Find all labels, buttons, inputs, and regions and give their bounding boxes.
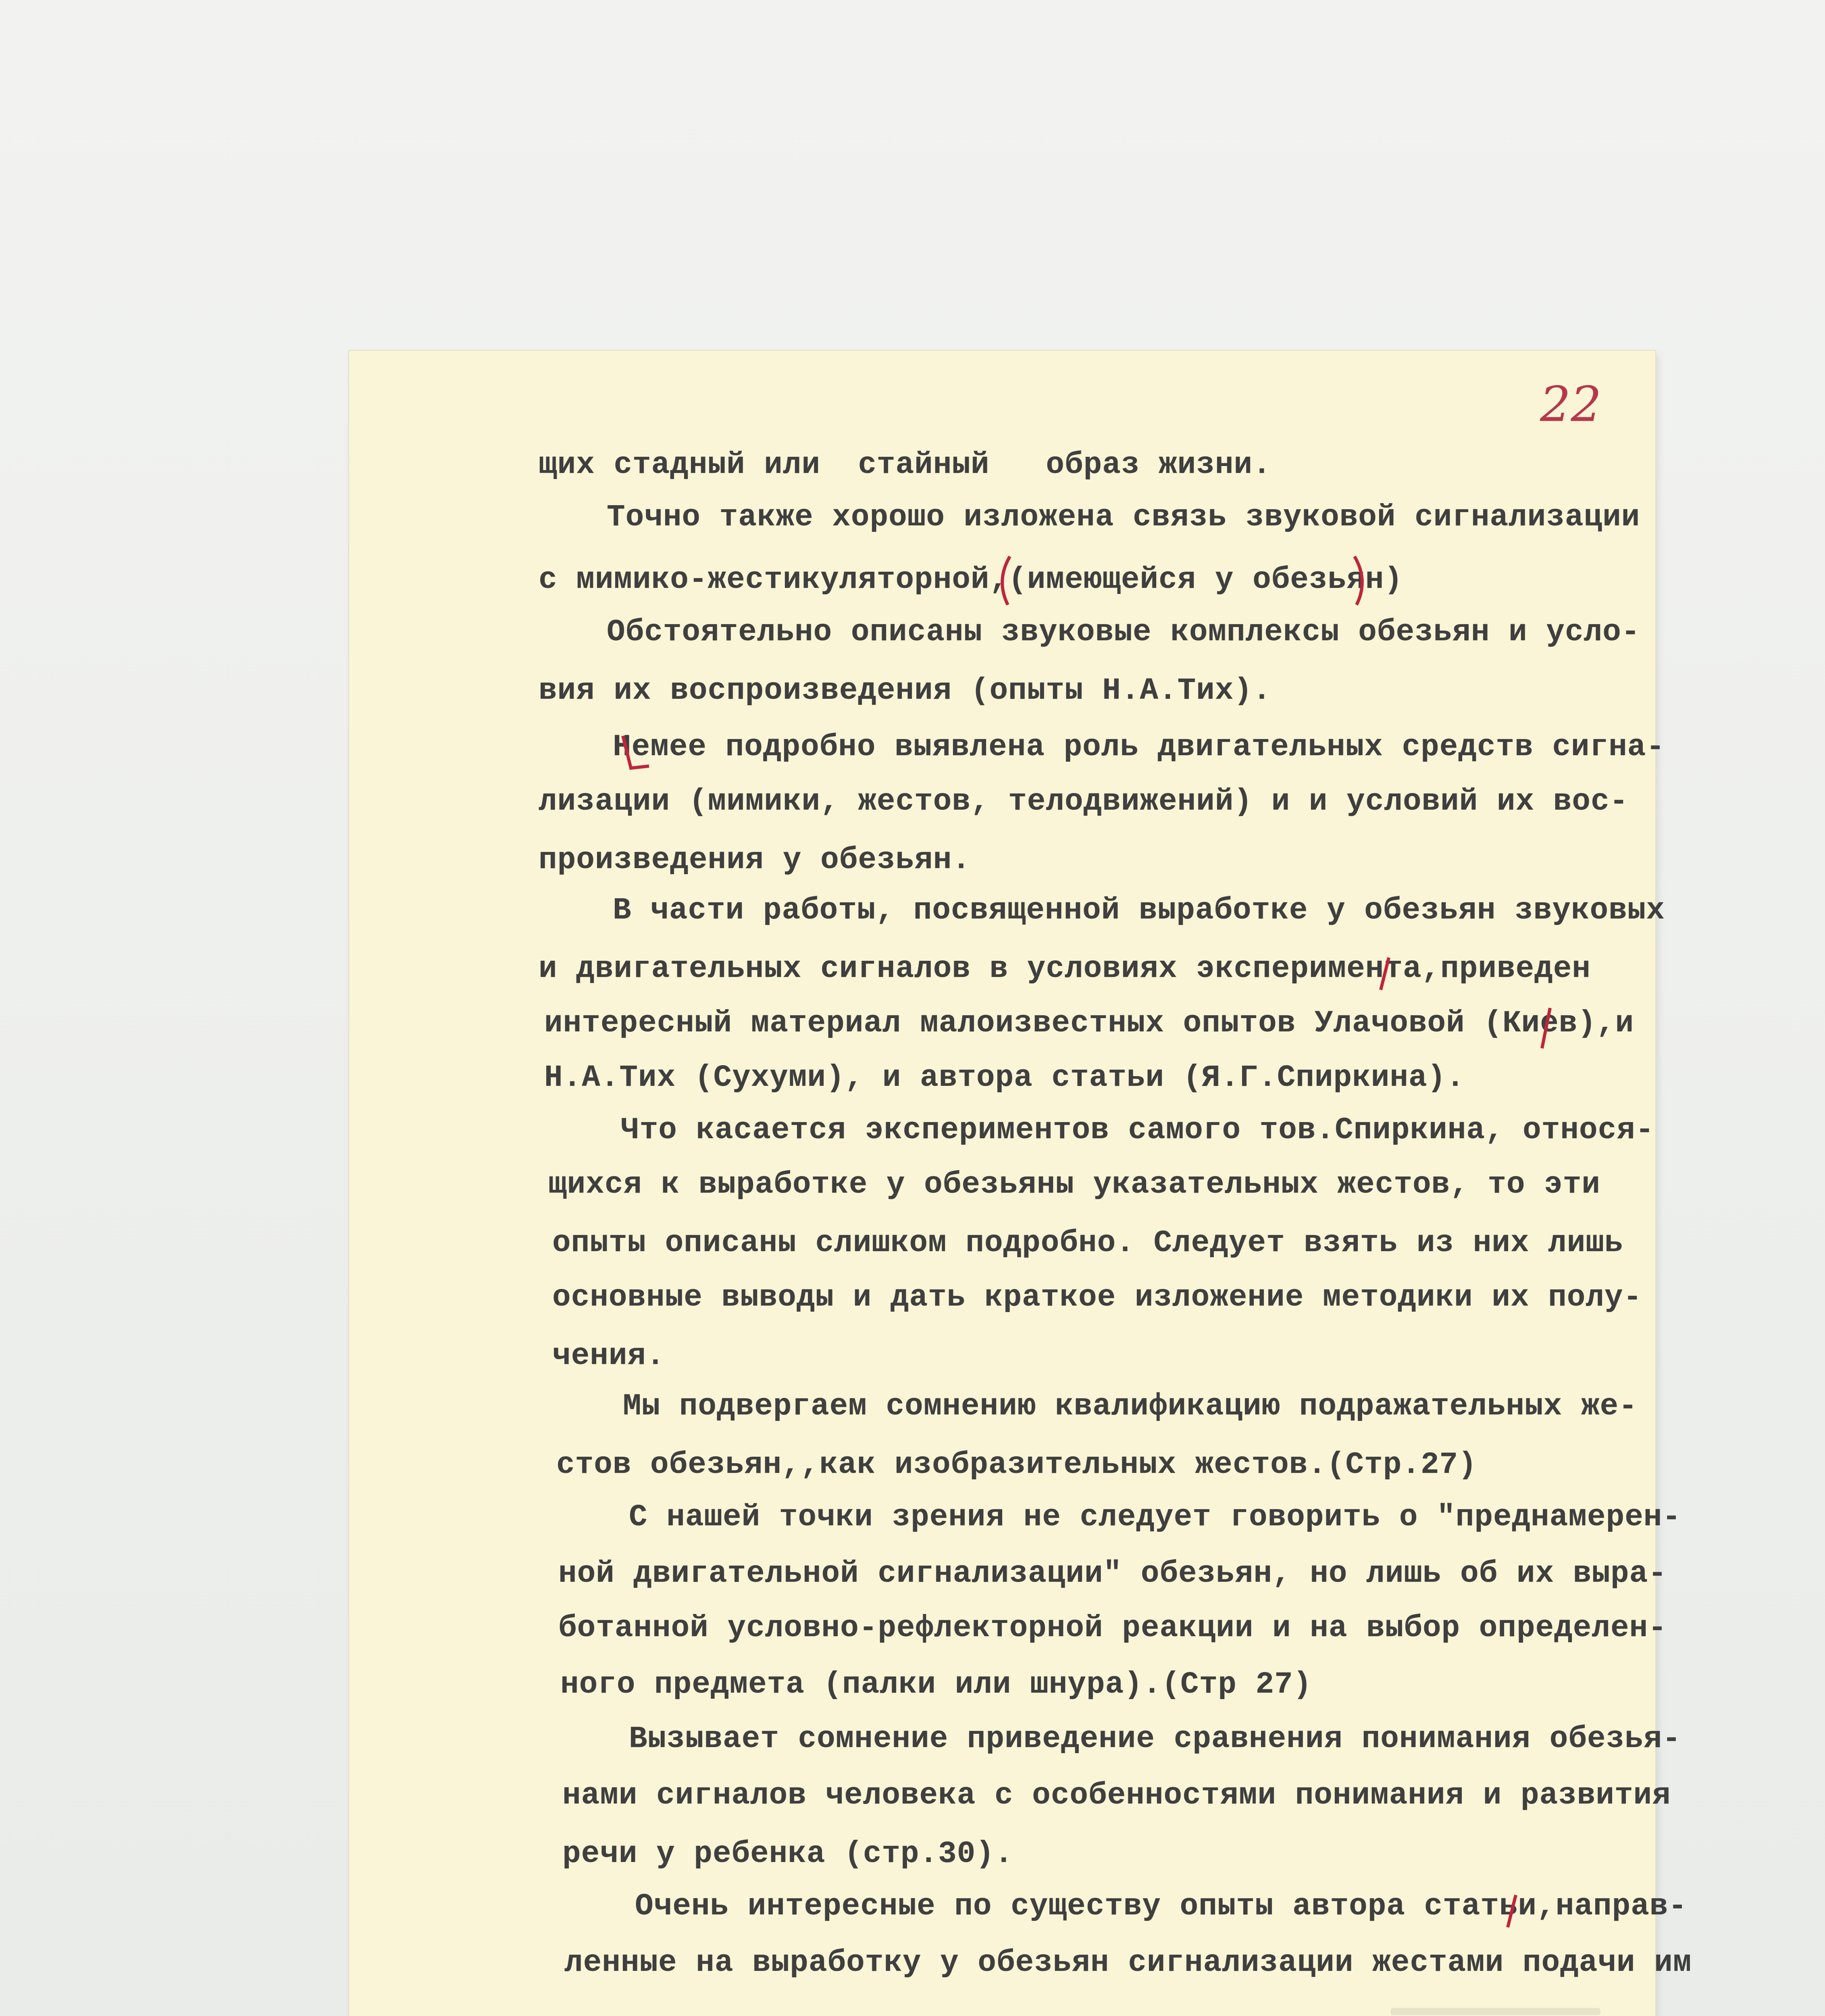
text-line-4: Обстоятельно описаны звуковые комплексы обезьян и усло- [607,615,1640,650]
text-line-14: щихся к выработке у обезьяны указательных жестов, то эти [548,1167,1601,1202]
text-line-11: интересный материал малоизвестных опытов Улачовой (Киев),и [544,1006,1634,1041]
text-line-8: произведения у обезьян. [539,843,971,877]
text-line-6: Немее подробно выявлена роль двигательных средств сигна- [613,730,1665,764]
editor-mark-comma-2 [1536,1004,1556,1052]
editor-mark-paren [992,552,1016,609]
text-line-23: ного предмета (палки или шнура).(Стр 27) [560,1667,1312,1702]
editor-mark-comma-1 [1375,954,1395,994]
text-line-9: В части работы, посвященной выработке у обезьян звуковых [613,893,1665,928]
faded-stamp [1391,2008,1600,2016]
text-line-16: основные выводы и дать краткое изложение методики их полу- [552,1280,1642,1315]
text-line-17: чения. [552,1339,665,1373]
editor-mark-insert [615,732,651,776]
editor-mark-comma-3 [1502,1891,1522,1931]
page-number: 22 [1540,377,1602,433]
text-line-27: Очень интересные по существу опыты автора статьи,направ- [635,1889,1688,1924]
text-line-24: Вызывает сомнение приведение сравнения понимания обезья- [629,1722,1681,1756]
text-line-15: опыты описаны слишком подробно. Следует взять из них лишь [552,1226,1623,1260]
text-line-10: и двигательных сигналов в условиях эксперимента,приведен [539,952,1591,986]
text-line-26: речи у ребенка (стр.30). [562,1837,1013,1871]
text-line-3: с мимико-жестикуляторной,(имеющейся у обезьян) [539,562,1403,597]
text-line-28: ленные на выработку у обезьян сигнализации жестами подачи им [564,1945,1692,1980]
text-line-7: лизации (мимики, жестов, телодвижений) и и условий их вос- [539,784,1629,819]
text-line-2: Точно также хорошо изложена связь звуковой сигнализации [607,500,1640,535]
text-line-19: стов обезьян,,как изобразительных жестов.(Стр.27) [556,1447,1477,1482]
text-line-1: щих стадный или стайный образ жизни. [539,448,1271,482]
text-line-21: ной двигательной сигнализации" обезьян, но лишь об их выра- [558,1556,1667,1591]
text-line-12: Н.А.Тих (Сухуми), и автора статьи (Я.Г.Спиркина). [544,1060,1465,1095]
text-line-25: нами сигналов человека с особенностями понимания и развития [562,1778,1671,1813]
text-line-18: Мы подвергаем сомнению квалификацию подражательных же- [623,1389,1638,1424]
text-line-13: Что касается экспериментов самого тов.Спиркина, относя- [621,1113,1654,1148]
text-line-22: ботанной условно-рефлекторной реакции и на выбор определен- [558,1611,1667,1645]
text-line-5: вия их воспроизведения (опыты Н.А.Тих). [539,673,1271,708]
editor-mark-paren-close [1348,552,1373,609]
text-line-20: С нашей точки зрения не следует говорить о "преднамерен- [629,1500,1681,1535]
